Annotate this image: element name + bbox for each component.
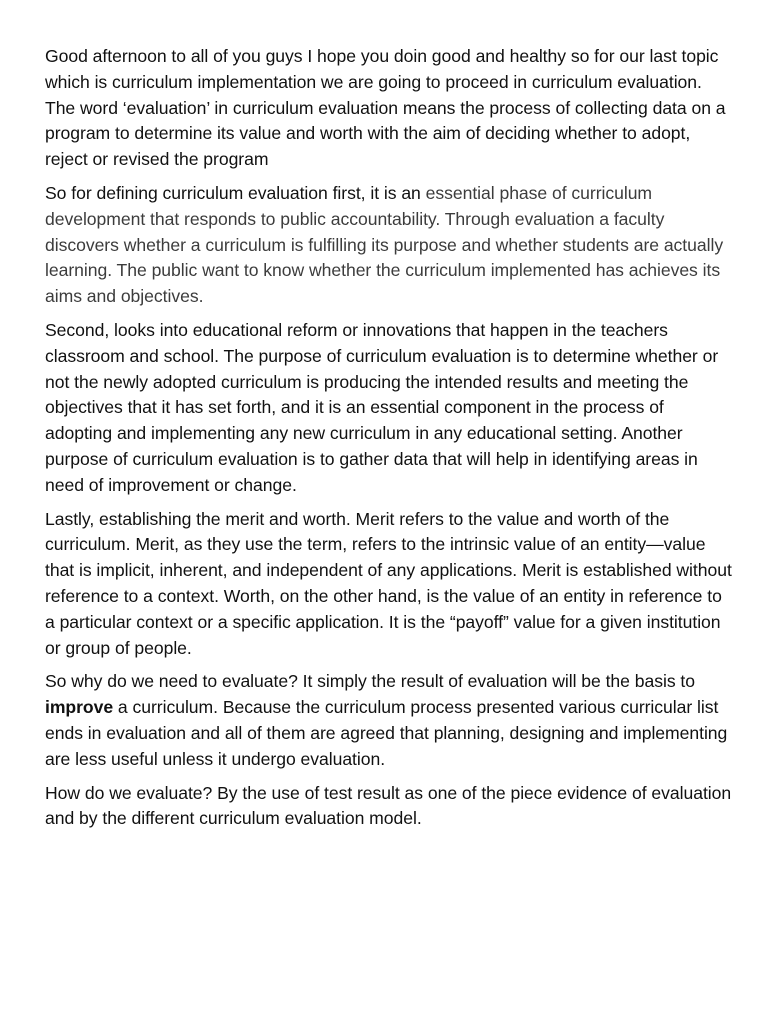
paragraph-merit-worth: Lastly, establishing the merit and worth. Merit refers to the value and worth of the curriculum. Merit, as they use the term, refers to the intrinsic value of an entity—value that is implicit, inherent, and independent of any applications. Merit is established without reference to a context. Worth, on the other hand, is the value of an entity in reference to a particular context or a specific application. It is the “payoff” value for a given institution or group of people. bbox=[45, 508, 732, 658]
paragraph-definition-lead: So for defining curriculum evaluation first, it is an bbox=[45, 182, 426, 203]
paragraph-how-evaluate: How do we evaluate? By the use of test result as one of the piece evidence of evaluation and by the different curriculum evaluation model. bbox=[45, 782, 732, 829]
paragraph-definition-rest: essential phase of curriculum development that responds to public accountability. Through evaluation a faculty discovers whether a curriculum is fulfilling its purpose and whether students are actually learning. The public want to know whether the curriculum implemented has achieves its aims and objectives. bbox=[45, 182, 724, 307]
emphasis-improve: improve bbox=[45, 697, 114, 718]
paragraph-educational-reform: Second, looks into educational reform or innovations that happen in the teachers classroom and school. The purpose of curriculum evaluation is to determine whether or not the newly adopted curriculum is producing the intended results and meeting the objectives that it has set forth, and it is an essential component in the process of adopting and implementing any new curriculum in any educational setting. Another purpose of curriculum evaluation is to gather data that will help in identifying areas in need of improvement or change. bbox=[45, 319, 719, 495]
paragraph-why-evaluate-after: a curriculum. Because the curriculum process presented various curricular list ends in evaluation and all of them are agreed that planning, designing and implementing are less useful unless it undergo evaluation. bbox=[45, 697, 728, 769]
paragraph-why-evaluate-before: So why do we need to evaluate? It simply the result of evaluation will be the basis to bbox=[45, 671, 695, 692]
paragraph-introduction: Good afternoon to all of you guys I hope you doin good and healthy so for our last topic which is curriculum implementation we are going to proceed in curriculum evaluation. The word ‘evaluation’ in curriculum evaluation means the process of collecting data on a program to determine its value and worth with the aim of deciding whether to adopt, reject or revised the program bbox=[45, 46, 726, 170]
document-page bbox=[45, 44, 735, 840]
paragraph-definition bbox=[45, 181, 735, 310]
paragraph-why-evaluate bbox=[45, 669, 735, 772]
